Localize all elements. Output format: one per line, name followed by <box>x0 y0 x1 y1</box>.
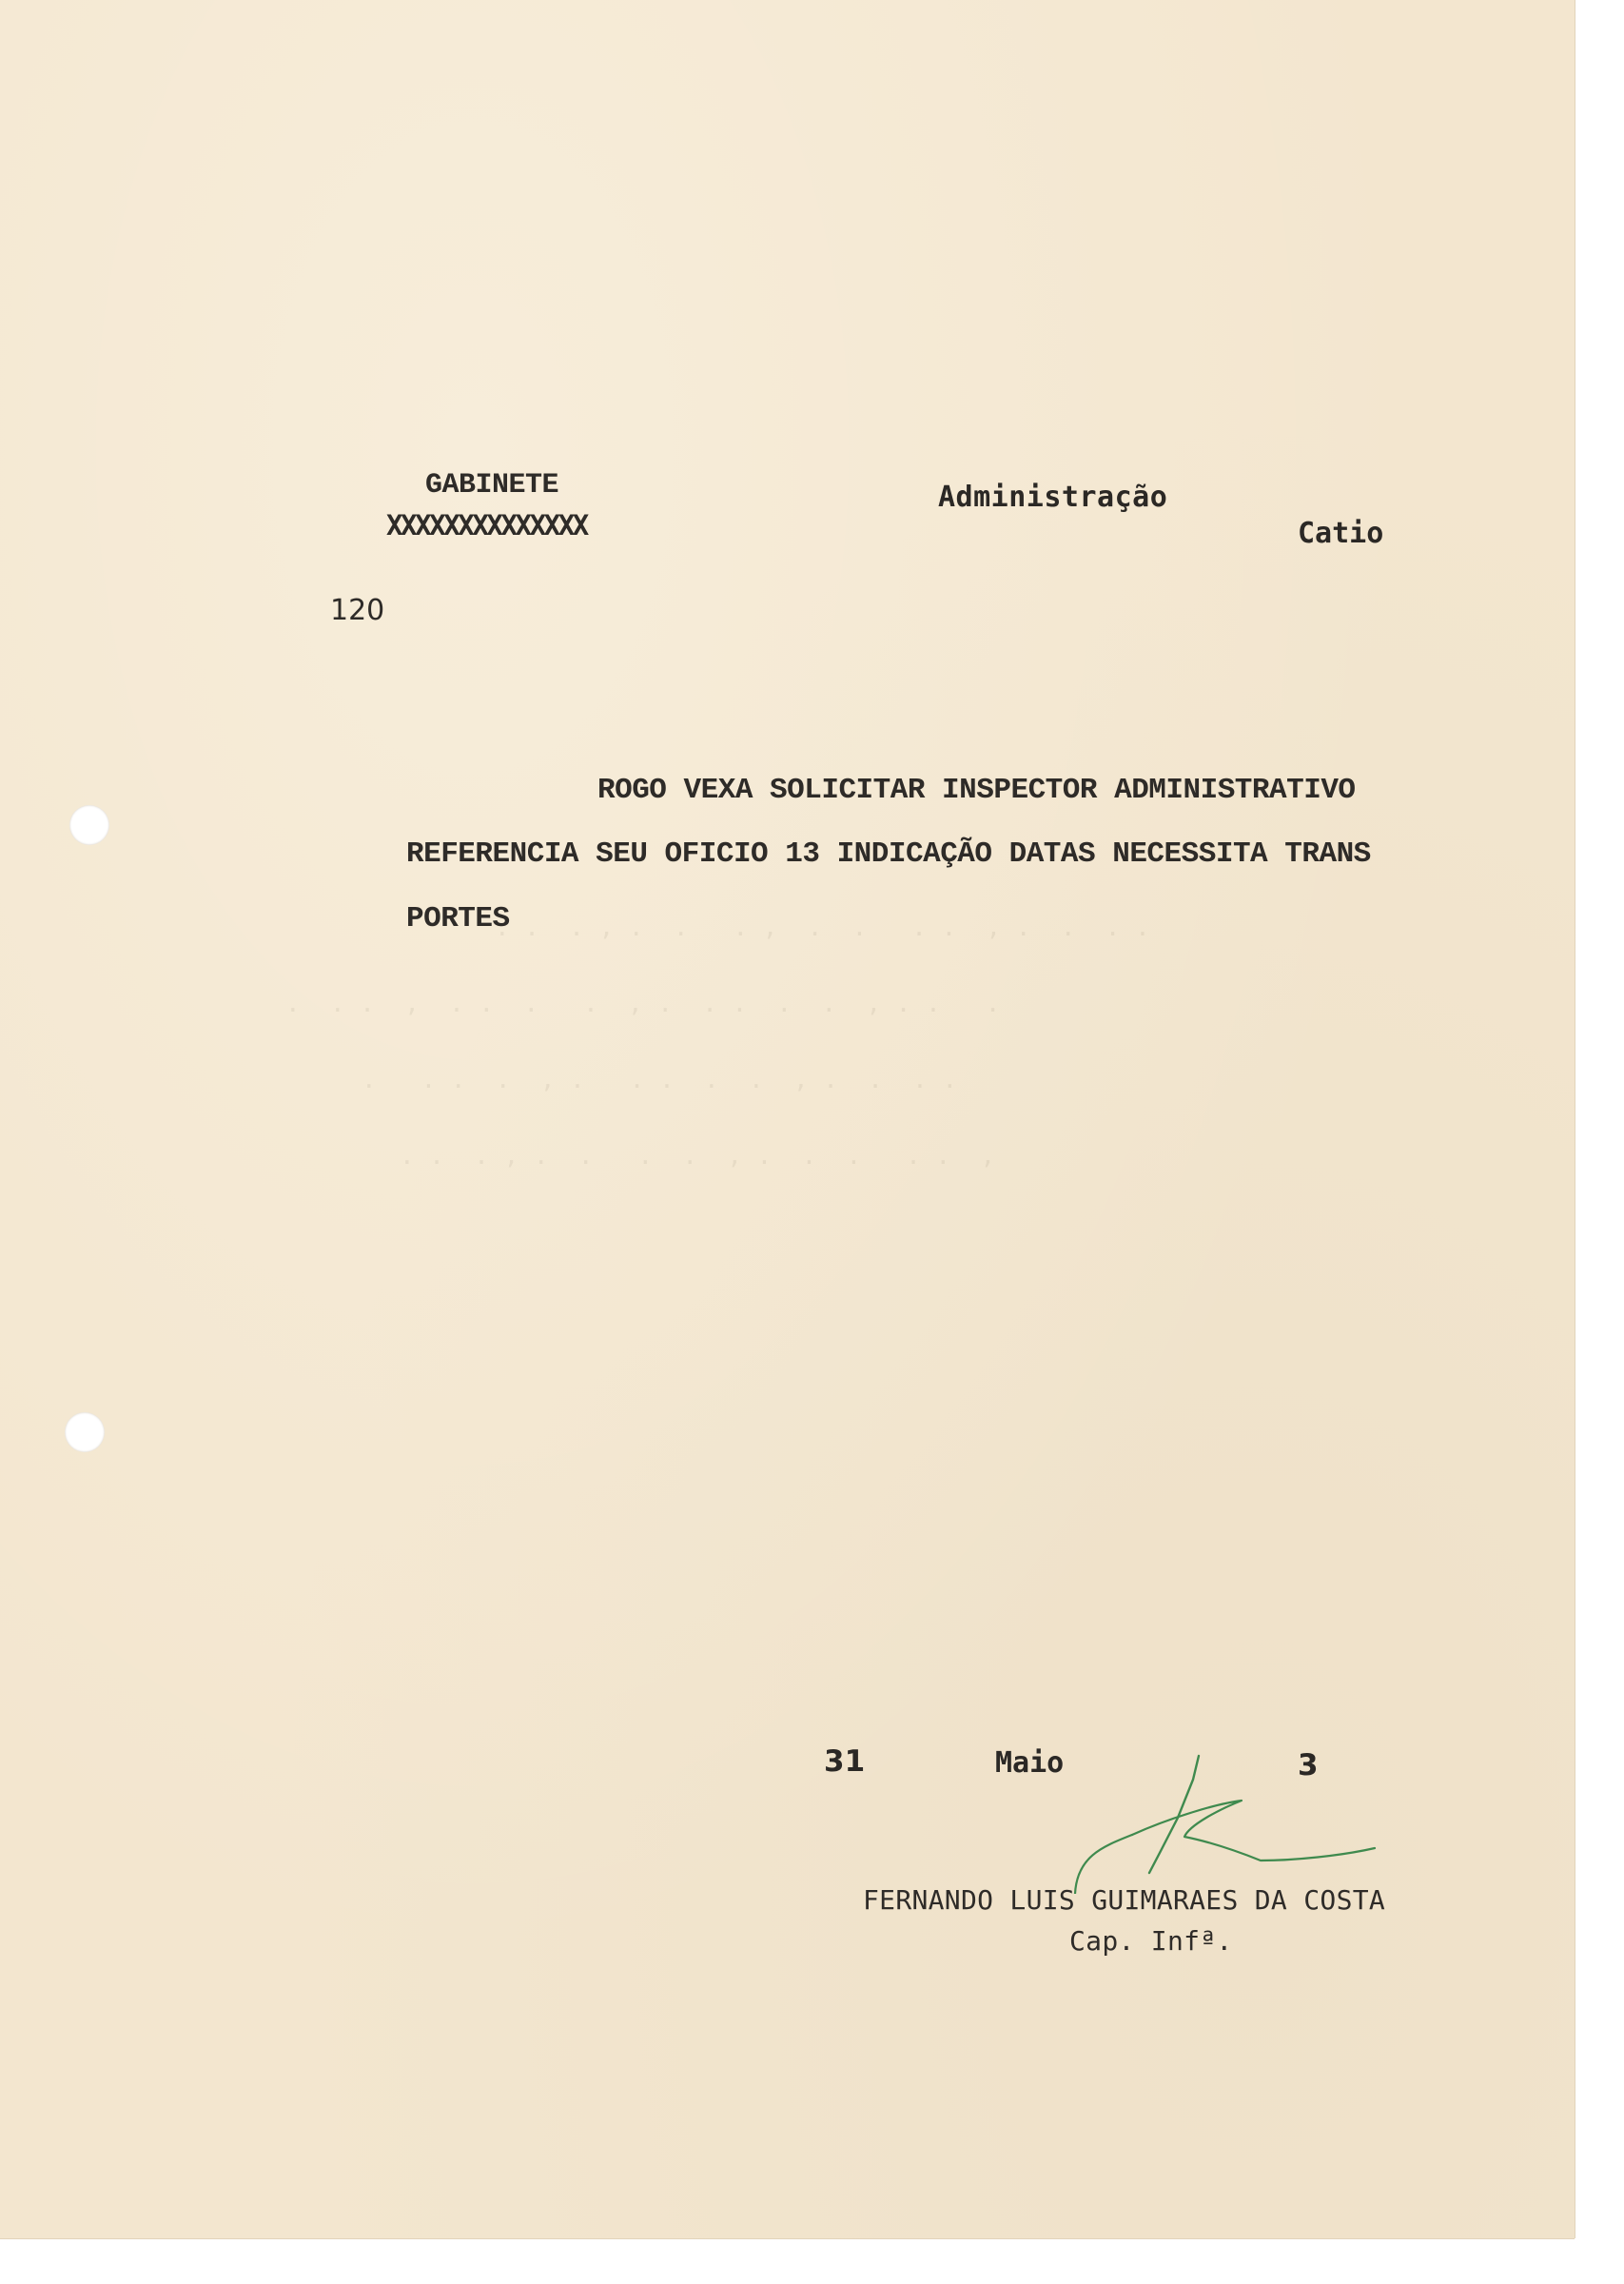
body-line-1: ROGO VEXA SOLICITAR INSPECTOR ADMINISTRATIVO <box>597 774 1356 807</box>
header-administracao: Administração <box>938 481 1168 514</box>
signatory-rank: Cap. Infª. <box>1069 1925 1233 1957</box>
body-line-3: PORTES <box>406 902 510 935</box>
header-struck-line: XXXXXXXXXXXXXX <box>386 509 587 541</box>
date-day: 31 <box>824 1744 866 1779</box>
reference-number: 120 <box>330 594 385 627</box>
bleed-through: . . . . , . . . . . , . . . . <box>362 1066 958 1094</box>
body-line-2: REFERENCIA SEU OFICIO 13 INDICAÇÃO DATAS NECESSITA TRANS <box>406 837 1371 871</box>
bleed-through: . . . , . . . . , . . . . . , <box>400 1142 996 1171</box>
bleed-through: . . . , . . . , . . . . , . . . . <box>495 914 1150 942</box>
punch-hole-bottom <box>65 1412 105 1452</box>
date-month: Maio <box>995 1746 1065 1780</box>
handwritten-signature <box>1066 1748 1389 1894</box>
punch-hole-top <box>69 805 109 845</box>
date-year: 3 <box>1298 1748 1319 1782</box>
signatory-name: FERNANDO LUIS GUIMARAES DA COSTA <box>863 1884 1386 1916</box>
bleed-through: . . . , . . . . , . . . . . , . . . <box>285 990 1001 1018</box>
header-gabinete: GABINETE <box>425 469 559 502</box>
header-catio: Catio <box>1298 517 1384 550</box>
